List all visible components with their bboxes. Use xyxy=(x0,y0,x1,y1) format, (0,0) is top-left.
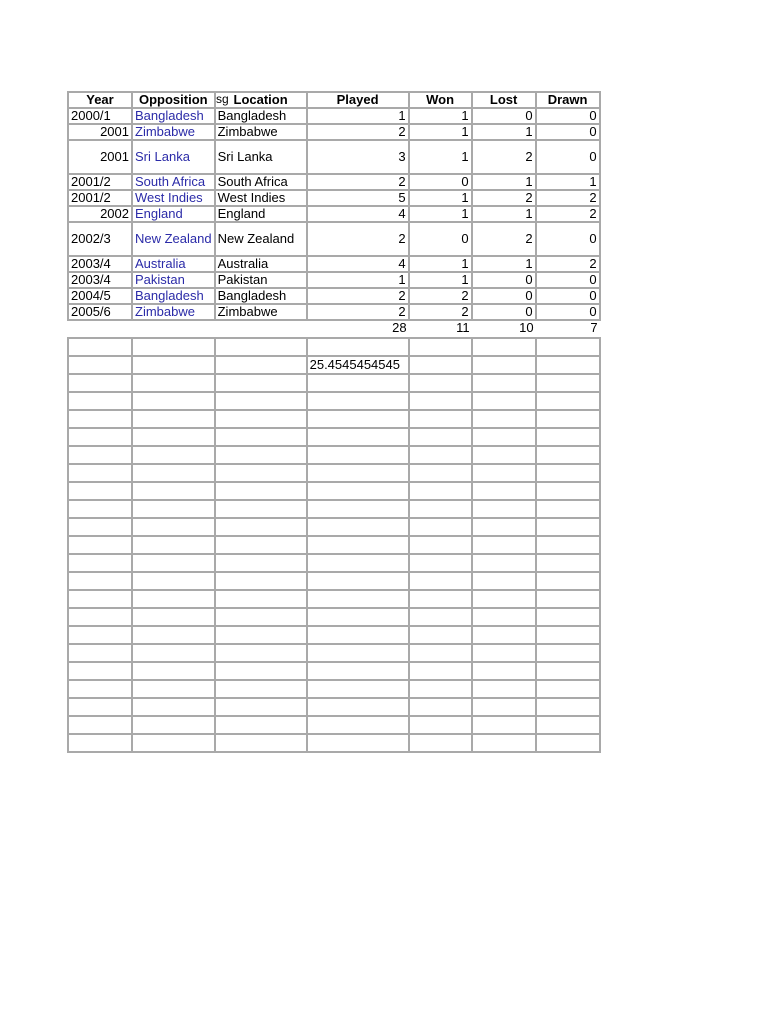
empty-cell[interactable] xyxy=(472,356,536,374)
won-cell[interactable]: 0 xyxy=(409,174,472,190)
played-cell[interactable]: 2 xyxy=(307,222,409,256)
empty-cell[interactable] xyxy=(536,572,600,590)
empty-cell[interactable] xyxy=(472,734,536,752)
empty-row xyxy=(68,716,600,734)
empty-cell[interactable] xyxy=(215,680,307,698)
empty-cell[interactable] xyxy=(307,500,409,518)
empty-cell[interactable] xyxy=(132,698,215,716)
table-row xyxy=(68,140,600,174)
empty-row xyxy=(68,374,600,392)
empty-cell[interactable] xyxy=(307,392,409,410)
empty-cell[interactable] xyxy=(68,662,132,680)
empty-cell[interactable] xyxy=(472,716,536,734)
table-row xyxy=(68,272,600,288)
empty-cell[interactable] xyxy=(536,608,600,626)
year-cell[interactable]: 2001 xyxy=(68,124,132,140)
empty-cell[interactable] xyxy=(536,716,600,734)
lost-cell[interactable]: 1 xyxy=(472,256,536,272)
empty-cell[interactable] xyxy=(307,698,409,716)
empty-cell[interactable] xyxy=(536,554,600,572)
empty-cell[interactable] xyxy=(536,464,600,482)
results-table xyxy=(67,91,601,753)
empty-cell[interactable] xyxy=(536,446,600,464)
location-cell[interactable]: New Zealand xyxy=(215,222,307,256)
empty-cell[interactable] xyxy=(132,554,215,572)
empty-cell[interactable] xyxy=(132,662,215,680)
empty-cell[interactable] xyxy=(215,590,307,608)
empty-cell[interactable] xyxy=(307,464,409,482)
empty-row xyxy=(68,680,600,698)
empty-cell[interactable] xyxy=(132,482,215,500)
total-drawn[interactable]: 7 xyxy=(590,320,598,335)
empty-cell[interactable] xyxy=(307,374,409,392)
empty-cell[interactable] xyxy=(409,536,472,554)
header-won[interactable]: Won xyxy=(409,92,472,108)
empty-cell[interactable] xyxy=(409,626,472,644)
empty-row xyxy=(68,734,600,752)
empty-cell[interactable] xyxy=(215,410,307,428)
empty-row xyxy=(68,662,600,680)
drawn-cell[interactable]: 0 xyxy=(536,272,600,288)
empty-cell[interactable] xyxy=(68,464,132,482)
empty-cell[interactable] xyxy=(132,500,215,518)
empty-cell[interactable] xyxy=(215,698,307,716)
total-lost[interactable]: 10 xyxy=(519,320,534,335)
empty-cell[interactable] xyxy=(307,428,409,446)
empty-cell[interactable] xyxy=(472,608,536,626)
opposition-cell[interactable]: Sri Lanka xyxy=(132,140,215,174)
table-row xyxy=(68,222,600,256)
empty-cell[interactable] xyxy=(132,536,215,554)
empty-cell[interactable] xyxy=(409,554,472,572)
empty-cell[interactable] xyxy=(409,374,472,392)
empty-cell[interactable] xyxy=(132,608,215,626)
won-cell[interactable]: 1 xyxy=(409,124,472,140)
empty-cell[interactable] xyxy=(472,374,536,392)
empty-cell[interactable] xyxy=(472,680,536,698)
empty-cell[interactable] xyxy=(536,734,600,752)
drawn-cell[interactable]: 0 xyxy=(536,288,600,304)
totals-row xyxy=(68,320,600,335)
year-cell[interactable]: 2002/3 xyxy=(68,222,132,256)
location-cell[interactable]: South Africa xyxy=(215,174,307,190)
header-row xyxy=(68,92,600,108)
empty-cell[interactable] xyxy=(409,590,472,608)
empty-cell[interactable] xyxy=(132,410,215,428)
empty-cell[interactable] xyxy=(409,410,472,428)
spreadsheet xyxy=(67,91,601,753)
percentage-cell[interactable]: 25.4545454545 xyxy=(307,356,409,374)
note-sg: sg xyxy=(216,92,229,106)
empty-cell[interactable] xyxy=(536,536,600,554)
empty-cell[interactable] xyxy=(409,464,472,482)
drawn-cell[interactable]: 2 xyxy=(536,190,600,206)
won-cell[interactable]: 1 xyxy=(409,108,472,124)
empty-cell[interactable] xyxy=(472,662,536,680)
empty-cell[interactable] xyxy=(409,572,472,590)
played-cell[interactable]: 2 xyxy=(307,174,409,190)
empty-cell[interactable] xyxy=(409,644,472,662)
empty-row xyxy=(68,572,600,590)
year-cell[interactable]: 2003/4 xyxy=(68,272,132,288)
empty-cell[interactable] xyxy=(68,608,132,626)
played-cell[interactable]: 1 xyxy=(307,272,409,288)
empty-cell[interactable] xyxy=(307,572,409,590)
won-cell[interactable]: 1 xyxy=(409,256,472,272)
header-opposition[interactable]: Opposition xyxy=(132,92,215,108)
empty-cell[interactable] xyxy=(536,392,600,410)
empty-cell[interactable] xyxy=(472,482,536,500)
empty-cell[interactable] xyxy=(215,356,307,374)
empty-cell[interactable] xyxy=(132,716,215,734)
empty-cell[interactable] xyxy=(132,644,215,662)
opposition-cell[interactable]: Pakistan xyxy=(132,272,215,288)
year-cell[interactable]: 2001/2 xyxy=(68,174,132,190)
empty-cell[interactable] xyxy=(472,500,536,518)
empty-cell[interactable] xyxy=(472,338,536,356)
empty-cell[interactable] xyxy=(307,554,409,572)
empty-cell[interactable] xyxy=(215,572,307,590)
empty-row xyxy=(68,554,600,572)
empty-cell[interactable] xyxy=(68,356,132,374)
empty-cell[interactable] xyxy=(68,410,132,428)
empty-row xyxy=(68,356,600,374)
opposition-cell[interactable]: Bangladesh xyxy=(132,288,215,304)
empty-cell[interactable] xyxy=(472,698,536,716)
lost-cell[interactable]: 1 xyxy=(472,206,536,222)
won-cell[interactable]: 2 xyxy=(409,288,472,304)
location-cell[interactable]: Pakistan xyxy=(215,272,307,288)
empty-cell[interactable] xyxy=(472,464,536,482)
empty-cell[interactable] xyxy=(472,572,536,590)
empty-cell[interactable] xyxy=(307,734,409,752)
empty-row xyxy=(68,698,600,716)
table-row xyxy=(68,108,600,124)
empty-cell[interactable] xyxy=(132,626,215,644)
opposition-cell[interactable]: West Indies xyxy=(132,190,215,206)
table-row xyxy=(68,190,600,206)
empty-cell[interactable] xyxy=(409,716,472,734)
year-cell[interactable]: 2001 xyxy=(68,140,132,174)
empty-cell[interactable] xyxy=(215,626,307,644)
total-played[interactable]: 28 xyxy=(392,320,407,335)
empty-cell[interactable] xyxy=(132,590,215,608)
lost-cell[interactable]: 0 xyxy=(472,108,536,124)
empty-cell[interactable] xyxy=(132,338,215,356)
lost-cell[interactable]: 0 xyxy=(472,304,536,320)
location-cell[interactable]: Bangladesh xyxy=(215,108,307,124)
empty-cell[interactable] xyxy=(68,482,132,500)
empty-cell[interactable] xyxy=(536,518,600,536)
empty-cell[interactable] xyxy=(307,716,409,734)
lost-cell[interactable]: 2 xyxy=(472,190,536,206)
drawn-cell[interactable]: 1 xyxy=(536,174,600,190)
empty-row xyxy=(68,428,600,446)
empty-cell[interactable] xyxy=(472,410,536,428)
empty-cell[interactable] xyxy=(132,572,215,590)
empty-cell[interactable] xyxy=(132,392,215,410)
empty-cell[interactable] xyxy=(409,518,472,536)
empty-cell[interactable] xyxy=(132,428,215,446)
empty-cell[interactable] xyxy=(307,608,409,626)
empty-row xyxy=(68,482,600,500)
empty-cell[interactable] xyxy=(536,410,600,428)
lost-cell[interactable]: 0 xyxy=(472,288,536,304)
empty-cell[interactable] xyxy=(472,644,536,662)
empty-cell[interactable] xyxy=(409,356,472,374)
empty-cell[interactable] xyxy=(536,626,600,644)
empty-cell[interactable] xyxy=(409,482,472,500)
empty-cell[interactable] xyxy=(409,680,472,698)
location-cell[interactable]: West Indies xyxy=(215,190,307,206)
empty-cell[interactable] xyxy=(215,644,307,662)
empty-cell[interactable] xyxy=(215,482,307,500)
empty-cell[interactable] xyxy=(472,626,536,644)
played-cell[interactable]: 2 xyxy=(307,288,409,304)
empty-cell[interactable] xyxy=(307,410,409,428)
totals-blank xyxy=(132,320,215,335)
opposition-cell[interactable]: Australia xyxy=(132,256,215,272)
header-played[interactable]: Played xyxy=(307,92,409,108)
empty-cell[interactable] xyxy=(307,482,409,500)
empty-cell[interactable] xyxy=(68,590,132,608)
empty-cell[interactable] xyxy=(536,338,600,356)
location-cell[interactable]: Australia xyxy=(215,256,307,272)
empty-cell[interactable] xyxy=(472,554,536,572)
drawn-cell[interactable]: 2 xyxy=(536,206,600,222)
empty-cell[interactable] xyxy=(307,518,409,536)
empty-cell[interactable] xyxy=(215,392,307,410)
year-cell[interactable]: 2005/6 xyxy=(68,304,132,320)
table-row xyxy=(68,256,600,272)
lost-cell[interactable]: 0 xyxy=(472,272,536,288)
empty-cell[interactable] xyxy=(409,392,472,410)
empty-cell[interactable] xyxy=(215,500,307,518)
empty-cell[interactable] xyxy=(132,356,215,374)
empty-cell[interactable] xyxy=(409,662,472,680)
table-row xyxy=(68,304,600,320)
drawn-cell[interactable]: 0 xyxy=(536,140,600,174)
won-cell[interactable]: 2 xyxy=(409,304,472,320)
empty-cell[interactable] xyxy=(409,500,472,518)
empty-cell[interactable] xyxy=(536,428,600,446)
opposition-cell[interactable]: South Africa xyxy=(132,174,215,190)
empty-cell[interactable] xyxy=(472,518,536,536)
empty-cell[interactable] xyxy=(409,698,472,716)
empty-cell[interactable] xyxy=(215,554,307,572)
empty-cell[interactable] xyxy=(132,464,215,482)
played-cell[interactable]: 2 xyxy=(307,304,409,320)
location-cell[interactable]: England xyxy=(215,206,307,222)
lost-cell[interactable]: 1 xyxy=(472,124,536,140)
table-row xyxy=(68,206,600,222)
empty-row xyxy=(68,644,600,662)
empty-cell[interactable] xyxy=(472,428,536,446)
empty-cell[interactable] xyxy=(409,446,472,464)
opposition-cell[interactable]: Bangladesh xyxy=(132,108,215,124)
empty-cell[interactable] xyxy=(132,446,215,464)
drawn-cell[interactable]: 0 xyxy=(536,304,600,320)
drawn-cell[interactable]: 0 xyxy=(536,124,600,140)
empty-cell[interactable] xyxy=(68,536,132,554)
empty-cell[interactable] xyxy=(536,590,600,608)
totals-blank xyxy=(215,320,307,335)
lost-cell[interactable]: 2 xyxy=(472,140,536,174)
empty-cell[interactable] xyxy=(68,644,132,662)
won-cell[interactable]: 0 xyxy=(409,222,472,256)
played-cell[interactable]: 4 xyxy=(307,206,409,222)
empty-cell[interactable] xyxy=(68,338,132,356)
year-cell[interactable]: 2004/5 xyxy=(68,288,132,304)
empty-cell[interactable] xyxy=(409,608,472,626)
header-location[interactable]: Location xyxy=(215,92,307,108)
empty-cell[interactable] xyxy=(307,626,409,644)
empty-cell[interactable] xyxy=(68,374,132,392)
played-cell[interactable]: 1 xyxy=(307,108,409,124)
empty-cell[interactable] xyxy=(68,626,132,644)
empty-cell[interactable] xyxy=(132,518,215,536)
table-row xyxy=(68,124,600,140)
empty-row xyxy=(68,464,600,482)
empty-cell[interactable] xyxy=(215,464,307,482)
played-cell[interactable]: 3 xyxy=(307,140,409,174)
empty-cell[interactable] xyxy=(68,572,132,590)
opposition-cell[interactable]: Zimbabwe xyxy=(132,124,215,140)
empty-cell[interactable] xyxy=(307,680,409,698)
played-cell[interactable]: 4 xyxy=(307,256,409,272)
empty-cell[interactable] xyxy=(132,680,215,698)
empty-cell[interactable] xyxy=(307,536,409,554)
empty-cell[interactable] xyxy=(307,644,409,662)
won-cell[interactable]: 1 xyxy=(409,206,472,222)
drawn-cell[interactable]: 0 xyxy=(536,108,600,124)
empty-cell[interactable] xyxy=(68,680,132,698)
empty-cell[interactable] xyxy=(68,716,132,734)
empty-cell[interactable] xyxy=(215,374,307,392)
empty-cell[interactable] xyxy=(409,428,472,446)
empty-cell[interactable] xyxy=(68,392,132,410)
empty-row xyxy=(68,536,600,554)
empty-cell[interactable] xyxy=(536,482,600,500)
empty-cell[interactable] xyxy=(68,518,132,536)
empty-cell[interactable] xyxy=(215,536,307,554)
empty-row xyxy=(68,338,600,356)
lost-cell[interactable]: 2 xyxy=(472,222,536,256)
lost-cell[interactable]: 1 xyxy=(472,174,536,190)
played-cell[interactable]: 2 xyxy=(307,124,409,140)
year-cell[interactable]: 2001/2 xyxy=(68,190,132,206)
empty-row xyxy=(68,590,600,608)
empty-cell[interactable] xyxy=(536,644,600,662)
empty-cell[interactable] xyxy=(472,446,536,464)
empty-cell[interactable] xyxy=(536,698,600,716)
empty-cell[interactable] xyxy=(215,734,307,752)
empty-row xyxy=(68,446,600,464)
empty-row xyxy=(68,518,600,536)
won-cell[interactable]: 1 xyxy=(409,140,472,174)
empty-cell[interactable] xyxy=(68,500,132,518)
location-cell[interactable]: Zimbabwe xyxy=(215,124,307,140)
empty-row xyxy=(68,626,600,644)
empty-cell[interactable] xyxy=(307,662,409,680)
total-won[interactable]: 11 xyxy=(456,320,470,335)
empty-cell[interactable] xyxy=(68,554,132,572)
empty-cell[interactable] xyxy=(536,356,600,374)
empty-cell[interactable] xyxy=(132,374,215,392)
empty-cell[interactable] xyxy=(215,446,307,464)
totals-blank xyxy=(68,320,132,335)
empty-cell[interactable] xyxy=(536,662,600,680)
header-lost[interactable]: Lost xyxy=(472,92,536,108)
empty-row xyxy=(68,608,600,626)
empty-cell[interactable] xyxy=(307,590,409,608)
opposition-cell[interactable]: England xyxy=(132,206,215,222)
opposition-cell[interactable]: New Zealand xyxy=(132,222,215,256)
empty-cell[interactable] xyxy=(215,608,307,626)
location-cell[interactable]: Zimbabwe xyxy=(215,304,307,320)
empty-row xyxy=(68,500,600,518)
empty-cell[interactable] xyxy=(472,392,536,410)
empty-cell[interactable] xyxy=(215,518,307,536)
played-cell[interactable]: 5 xyxy=(307,190,409,206)
year-cell[interactable]: 2000/1 xyxy=(68,108,132,124)
year-cell[interactable]: 2003/4 xyxy=(68,256,132,272)
empty-cell[interactable] xyxy=(409,734,472,752)
location-cell[interactable]: Bangladesh xyxy=(215,288,307,304)
empty-cell[interactable] xyxy=(307,338,409,356)
location-cell[interactable]: Sri Lanka xyxy=(215,140,307,174)
header-drawn[interactable]: Drawn xyxy=(536,92,600,108)
empty-cell[interactable] xyxy=(536,374,600,392)
empty-row xyxy=(68,410,600,428)
won-cell[interactable]: 1 xyxy=(409,190,472,206)
empty-cell[interactable] xyxy=(215,716,307,734)
empty-cell[interactable] xyxy=(215,338,307,356)
empty-cell[interactable] xyxy=(472,590,536,608)
empty-cell[interactable] xyxy=(215,662,307,680)
empty-cell[interactable] xyxy=(132,734,215,752)
empty-cell[interactable] xyxy=(215,428,307,446)
empty-cell[interactable] xyxy=(68,446,132,464)
empty-cell[interactable] xyxy=(409,338,472,356)
drawn-cell[interactable]: 2 xyxy=(536,256,600,272)
empty-cell[interactable] xyxy=(536,500,600,518)
opposition-cell[interactable]: Zimbabwe xyxy=(132,304,215,320)
empty-row xyxy=(68,392,600,410)
header-year[interactable]: Year xyxy=(68,92,132,108)
empty-cell[interactable] xyxy=(472,536,536,554)
year-cell[interactable]: 2002 xyxy=(68,206,132,222)
empty-cell[interactable] xyxy=(68,734,132,752)
won-cell[interactable]: 1 xyxy=(409,272,472,288)
empty-cell[interactable] xyxy=(68,698,132,716)
table-row xyxy=(68,288,600,304)
table-row xyxy=(68,174,600,190)
empty-cell[interactable] xyxy=(536,680,600,698)
drawn-cell[interactable]: 0 xyxy=(536,222,600,256)
empty-cell[interactable] xyxy=(307,446,409,464)
empty-cell[interactable] xyxy=(68,428,132,446)
